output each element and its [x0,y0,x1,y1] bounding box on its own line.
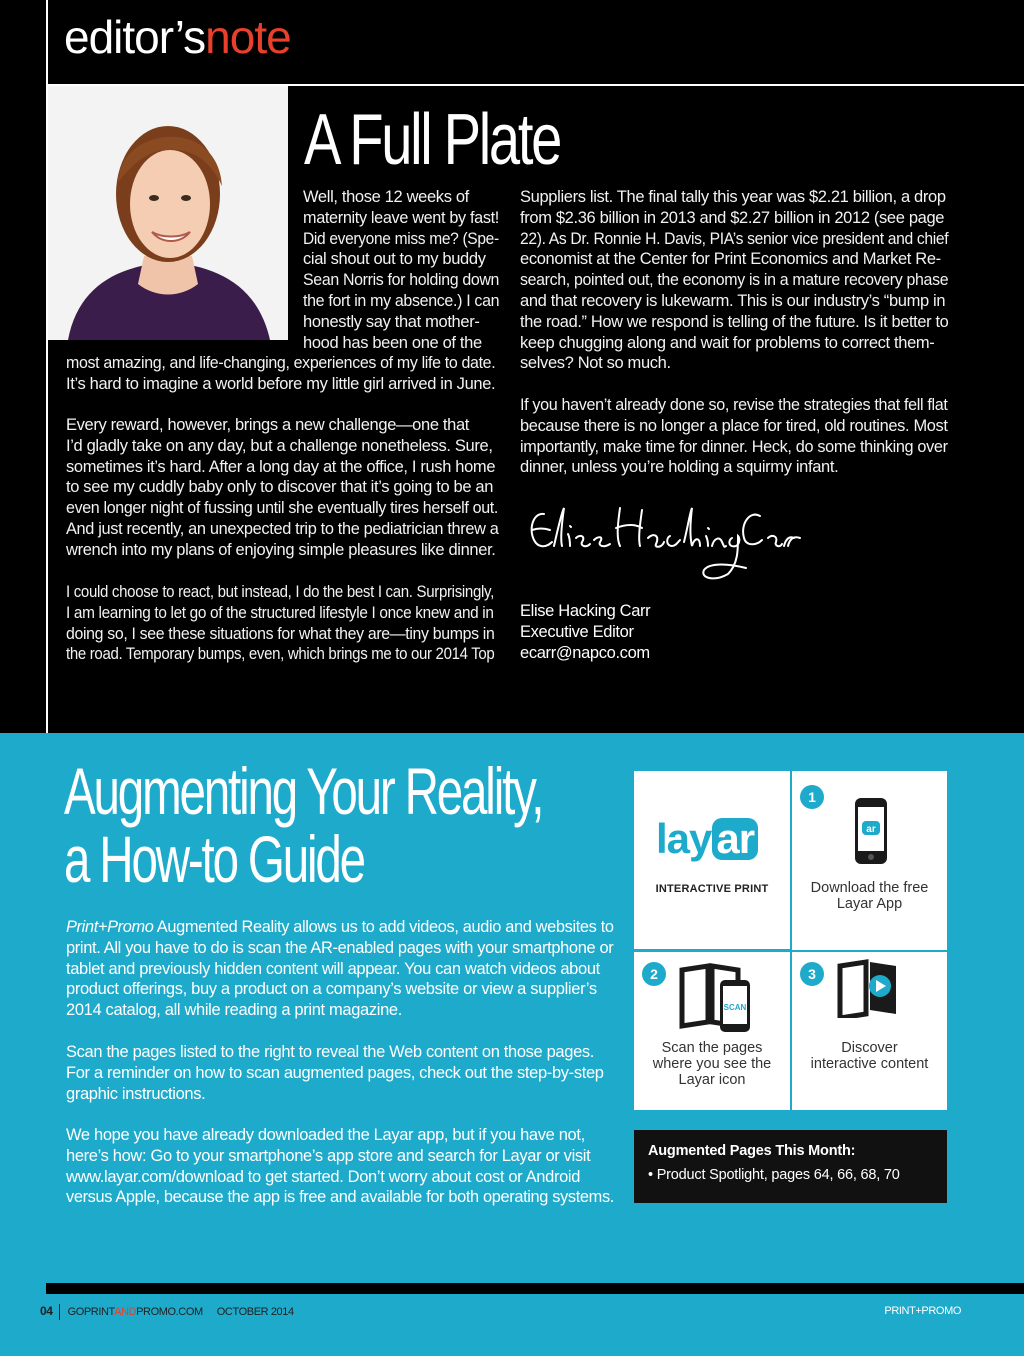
paragraph-4-line: keep chugging along and wait for problems to correct them- [520,333,935,352]
page-number: 04 [40,1304,53,1318]
paragraph-2 [66,415,498,561]
ar-paragraph-3-line: versus Apple, because the app is free and available for both operating systems. [66,1188,614,1207]
step-1-label-line-1: Download the free [810,880,929,896]
paragraph-1-bottom [66,353,496,395]
step-1-cell [792,771,947,950]
ar-paragraph-1-line: product offerings, buy a product on a company’s website or view a supplier’s [66,980,597,999]
paragraph-4-line: 22). As Dr. Ronnie H. Davis, PIA’s senior vice president and chief [520,229,949,248]
site-part-2: AND [114,1306,137,1318]
step-3-label-line-1: Discover [841,1040,898,1056]
layar-logo-lay: lay [656,815,712,862]
layar-steps-graphic [634,771,947,1110]
play-content-icon [836,958,902,1018]
layar-logo-cell [634,771,790,949]
paragraph-1-top-line: honestly say that mother- [303,312,480,331]
editor-portrait [48,86,288,340]
ar-title-line-1: Augmenting Your Reality, [64,754,543,828]
paragraph-1-top-line: Sean Norris for holding down [303,271,500,290]
ar-paragraph-3-line: here’s how: Go to your smartphone’s app store and search for Layar or visit [66,1146,591,1165]
paragraph-4 [520,187,948,374]
paragraph-1-bottom-line: It’s hard to imagine a world before my little girl arrived in June. [66,374,496,393]
issue-date: OCTOBER 2014 [216,1306,294,1318]
paragraph-5 [520,395,948,478]
footer-site-link[interactable] [68,1306,203,1318]
paragraph-1-top-line: Well, those 12 weeks of [303,188,469,206]
ar-paragraph-3-line: www.layar.com/download to get started. Don’t worry about cost or Android [66,1167,581,1186]
ar-paragraph-2-line: Scan the pages listed to the right to reveal the Web content on those pages. [66,1043,595,1061]
layar-logo-subtitle: INTERACTIVE PRINT [655,883,769,895]
augmented-pages-box [634,1130,947,1203]
footer-brand: PRINT+PROMO [884,1305,961,1317]
header-word-note: note [205,11,291,63]
header-word-editors: editor’s [64,11,206,63]
svg-text:ar: ar [866,824,876,835]
augmented-pages-title: Augmented Pages This Month: [648,1143,856,1159]
brand-name: Print+Promo [66,918,154,936]
paragraph-2-line: even longer night of fussing until she eventually tires herself out. [66,499,499,518]
footer-left [40,1304,294,1320]
section-header [64,11,291,63]
step-1-badge: 1 [800,785,824,809]
layar-logo-ar: ar [712,818,758,860]
paragraph-5-line: dinner, unless you’re holding a squirmy infant. [520,458,839,477]
paragraph-4-line: and that recovery is lukewarm. This is our industry’s “bump in [520,291,946,310]
paragraph-1-top-line: maternity leave went by fast! [303,208,499,227]
ar-paragraph-2-line: graphic instructions. [66,1084,206,1103]
paragraph-1-top-line: hood has been one of the [303,333,482,352]
paragraph-1-top-line: cial shout out to my buddy [303,250,486,269]
layar-logo [656,815,758,863]
paragraph-4-line: economist at the Center for Print Economics and Market Re- [520,250,941,269]
paragraph-3-line: I could choose to react, but instead, I do the best I can. Surprisingly, [66,583,494,601]
signer-email[interactable]: ecarr@napco.com [520,644,650,662]
footer-rule [46,1283,1024,1294]
ar-paragraph-1-line: tablet and previously hidden content will appear. You can watch videos about [66,959,600,978]
portrait-illustration [48,86,288,340]
ar-paragraph-1-line [66,917,614,938]
paragraph-3-line: I am learning to let go of the structured lifestyle I once knew and in [66,603,494,622]
paragraph-5-line: because there is no longer a place for tired, old routines. Most [520,416,948,435]
scan-magazine-icon [678,962,754,1032]
paragraph-4-line: the road.” How we respond is telling of the future. Is it better to [520,312,949,331]
step-2-badge: 2 [642,962,666,986]
step-3-label [792,1040,947,1072]
signer-name: Elise Hacking Carr [520,602,651,620]
paragraph-2-line: I’d gladly take on any day, but a challenge nonetheless. Sure, [66,436,493,455]
augmented-pages-item: • Product Spotlight, pages 64, 66, 68, 70 [648,1167,900,1183]
paragraph-2-line: sometimes it’s hard. After a long day at the office, I rush home [66,457,496,476]
paragraph-1-bottom-line: most amazing, and life-changing, experiences of my life to date. [66,354,496,372]
step-2-label-line-2: where you see the [652,1056,772,1072]
ar-paragraph-3-line: We hope you have already downloaded the Layar app, but if you have not, [66,1126,585,1144]
ar-paragraph-2-line: For a reminder on how to scan augmented pages, check out the step-by-step [66,1063,604,1082]
step-2-label [634,1040,790,1088]
ar-paragraph-1 [66,917,614,1021]
paragraph-3-line: doing so, I see these situations for what they are—tiny bumps in [66,624,495,643]
signer-block [520,601,650,664]
paragraph-1-top-line: the fort in my absence.) I can [303,291,500,310]
step-1-label [792,880,947,912]
editor-signature [524,498,804,584]
phone-icon [854,797,888,865]
paragraph-2-line: And just recently, an unexpected trip to the pediatrician threw a [66,519,499,538]
ar-title [64,754,543,896]
paragraph-4-line: search, pointed out, the economy is in a mature recovery phase [520,271,949,290]
ar-paragraph-1-line: 2014 catalog, all while reading a print magazine. [66,1001,402,1020]
footer-divider [59,1304,60,1320]
paragraph-3-line: the road. Temporary bumps, even, which brings me to our 2014 Top [66,645,495,664]
site-part-1: GOPRINT [67,1306,115,1318]
paragraph-3 [66,582,494,665]
paragraph-2-line: to see my cuddly baby only to discover that it’s going to be an [66,478,494,497]
step-3-badge: 3 [800,962,824,986]
paragraph-5-line: importantly, make time for dinner. Heck, do some thinking over [520,437,948,456]
ar-title-line-2: a How-to Guide [64,822,364,896]
paragraph-2-line: Every reward, however, brings a new challenge—one that [66,416,470,434]
step-2-label-line-1: Scan the pages [661,1040,763,1056]
paragraph-4-line: selves? Not so much. [520,354,671,373]
paragraph-1-top [303,187,499,353]
ar-paragraph-2 [66,1042,614,1104]
signer-title: Executive Editor [520,623,634,641]
step-3-cell [792,952,947,1110]
svg-text:SCAN: SCAN [723,1003,747,1012]
step-2-label-line-3: Layar icon [678,1072,746,1088]
article-title: A Full Plate [304,100,560,180]
ar-paragraph-1-text: Augmented Reality allows us to add videos, audio and websites to [153,918,614,936]
site-part-3: PROMO.COM [136,1306,203,1318]
paragraph-4-line: from $2.36 billion in 2013 and $2.27 billion in 2012 (see page [520,208,945,227]
paragraph-4-line: Suppliers list. The final tally this year was $2.21 billion, a drop [520,188,946,206]
ar-paragraph-3 [66,1125,614,1208]
step-3-label-line-2: interactive content [810,1056,929,1072]
paragraph-1-top-line: Did everyone miss me? (Spe- [303,229,499,248]
paragraph-5-line: If you haven’t already done so, revise the strategies that fell flat [520,396,948,414]
step-1-label-line-2: Layar App [836,896,903,912]
paragraph-2-line: wrench into my plans of enjoying simple pleasures like dinner. [66,540,496,559]
ar-paragraph-1-line: print. All you have to do is scan the AR-enabled pages with your smartphone or [66,938,614,957]
step-2-cell [634,952,790,1110]
